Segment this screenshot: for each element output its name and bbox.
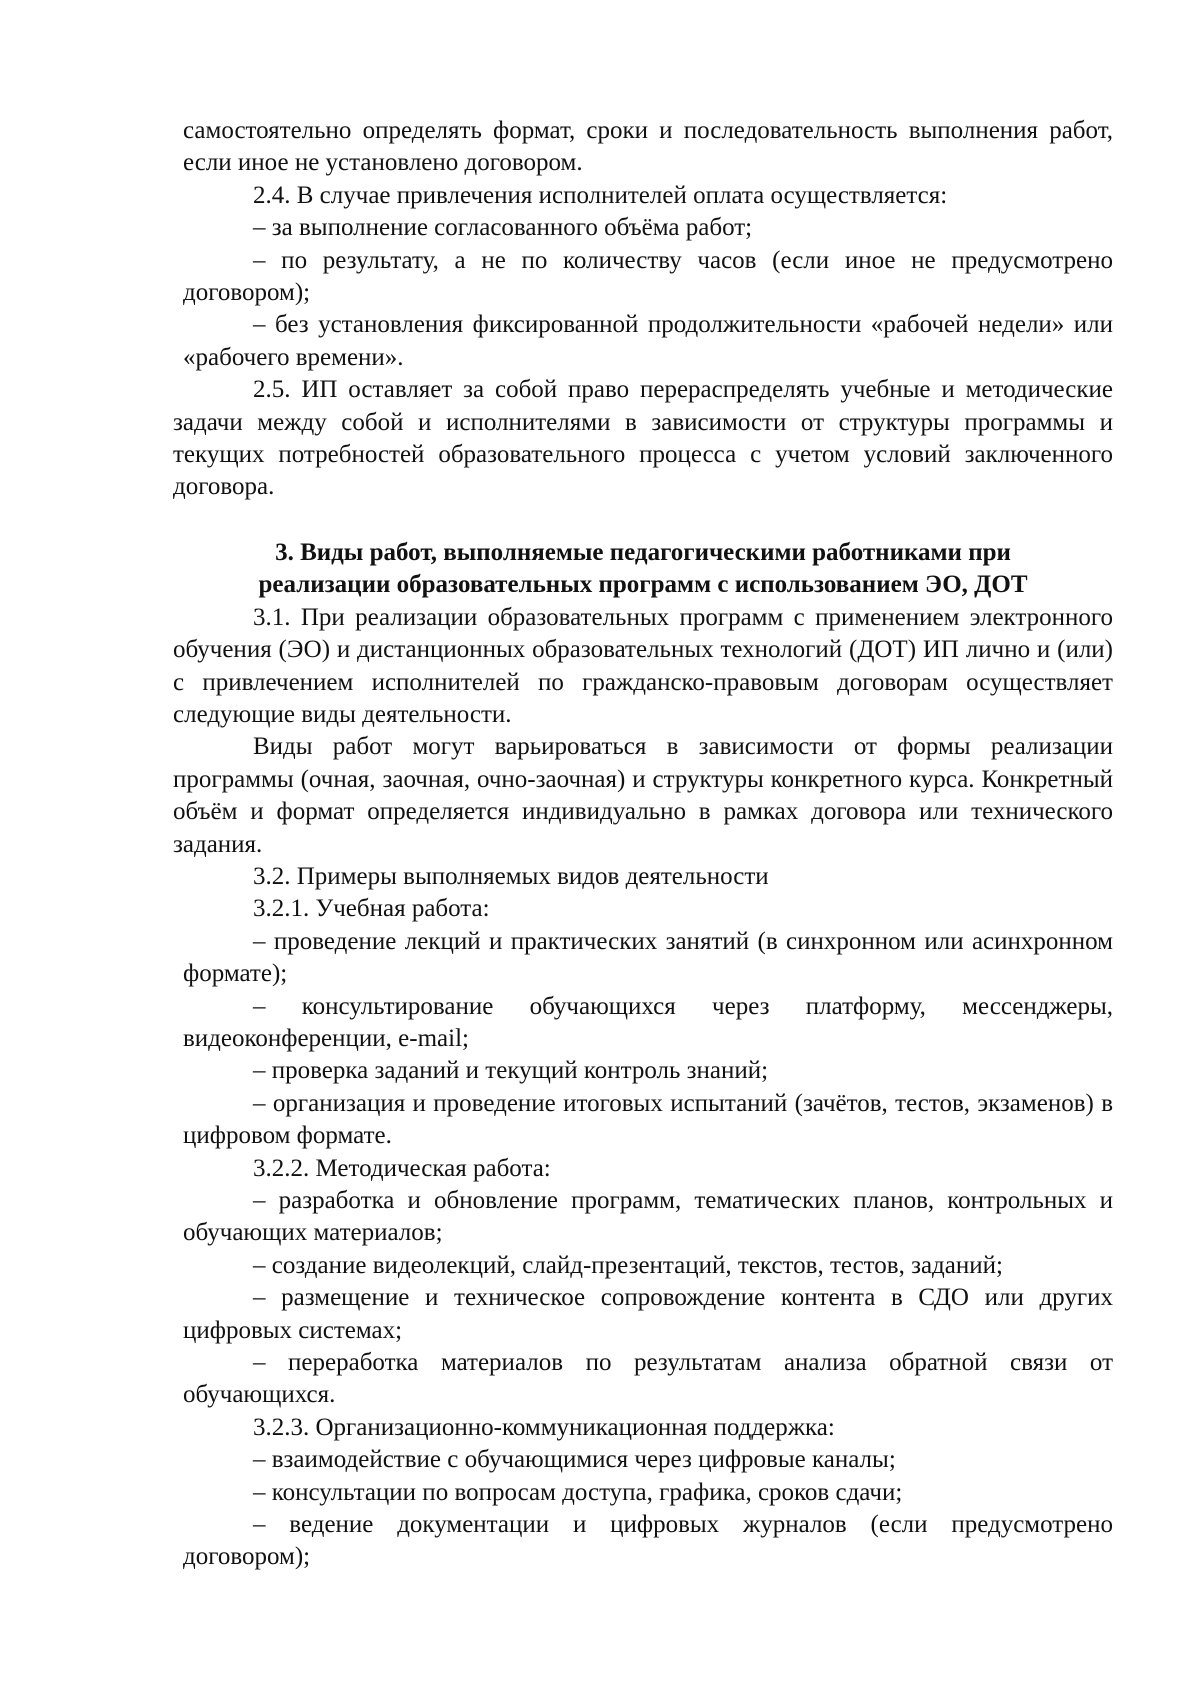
list-item: – консультирование обучающихся через платформу, мессенджеры, видеоконференции, e-mail; (183, 992, 1113, 1052)
list-item: – создание видеолекций, слайд-презентаций, текстов, тестов, заданий; (253, 1251, 1003, 1279)
list-item: – разработка и обновление программ, тематических планов, контрольных и обучающих материалов; (183, 1187, 1113, 1247)
list-item: – ведение документации и цифровых журналов (если предусмотрено договором); (183, 1511, 1113, 1571)
section-3-heading (173, 537, 1113, 602)
paragraph-work-types: Виды работ могут варьироваться в зависимости от формы реализации программы (очная, заочная, очно-заочная) и структуры конкретного курса. Конкретный объём и формат определяется индивидуально в рамках договора или технического задания. (173, 733, 1113, 858)
paragraph-3-2-1: 3.2.1. Учебная работа: (253, 895, 490, 923)
paragraph-3-2-3: 3.2.3. Организационно-коммуникационная поддержка: (253, 1413, 835, 1441)
section-3-heading-line2: реализации образовательных программ с использованием ЭО, ДОТ (258, 571, 1028, 599)
list-item: – по результату, а не по количеству часов (если иное не предусмотрено договором); (183, 246, 1113, 307)
list-item: – без установления фиксированной продолжительности «рабочей недели» или «рабочего времени». (183, 311, 1113, 371)
paragraph-3-2-2: 3.2.2. Методическая работа: (253, 1154, 551, 1182)
list-item: – консультации по вопросам доступа, графика, сроков сдачи; (253, 1478, 903, 1506)
paragraph-continuation: самостоятельно определять формат, сроки и последовательность выполнения работ, если иное не установлено договором. (183, 117, 1113, 177)
paragraph-3-1: 3.1. При реализации образовательных программ с применением электронного обучения (ЭО) и дистанционных образовательных технологий (ДОТ) ИП лично и (или) с привлечением исполнителей по гражданско-правовым договорам осуществляет следующие виды деятельности. (173, 603, 1113, 728)
paragraph-2-5: 2.5. ИП оставляет за собой право перераспределять учебные и методические задачи между собой и исполнителями в зависимости от структуры программы и текущих потребностей образовательного процесса с учетом условий заключенного договора. (173, 376, 1113, 501)
document-body (173, 115, 1113, 1574)
section-3-heading-line1: 3. Виды работ, выполняемые педагогическими работниками при (275, 538, 1011, 566)
list-item: – организация и проведение итоговых испытаний (зачётов, тестов, экзаменов) в цифровом формате. (183, 1089, 1113, 1150)
list-item: – за выполнение согласованного объёма работ; (253, 214, 753, 242)
list-item: – проверка заданий и текущий контроль знаний; (253, 1057, 769, 1085)
paragraph-2-4: 2.4. В случае привлечения исполнителей оплата осуществляется: (253, 181, 948, 209)
paragraph-3-2: 3.2. Примеры выполняемых видов деятельности (253, 862, 769, 890)
list-item: – размещение и техническое сопровождение контента в СДО или других цифровых системах; (183, 1284, 1113, 1344)
list-item: – взаимодействие с обучающимися через цифровые каналы; (253, 1446, 896, 1474)
list-item: – переработка материалов по результатам анализа обратной связи от обучающихся. (183, 1349, 1113, 1409)
list-item: – проведение лекций и практических занятий (в синхронном или асинхронном формате); (183, 927, 1113, 988)
